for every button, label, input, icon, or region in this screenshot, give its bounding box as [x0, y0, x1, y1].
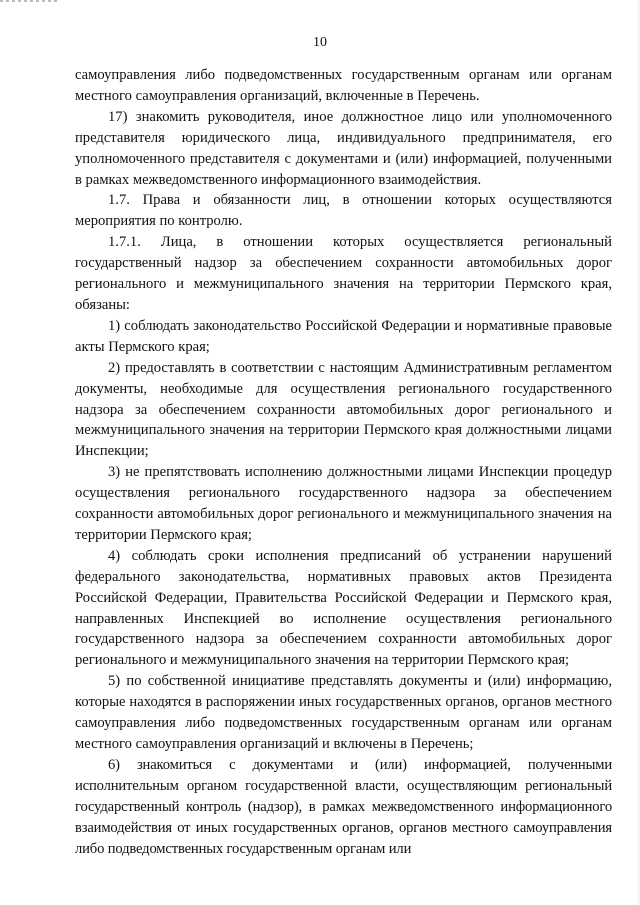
page-number: 10 [313, 35, 327, 50]
paragraph-item-5: 5) по собственной инициативе представлять документы и (или) информацию, которые находятся в распоряжении иных государственных органов, органов местного самоуправления либо подведомственных государственным органам или органам местного самоуправления организаций и включены в Перечень; [75, 673, 612, 752]
paragraph-continuation: самоуправления либо подведомственных государственным органам или органам местного самоуправления организаций, включенные в Перечень. [75, 67, 612, 104]
paragraph-item-3: 3) не препятствовать исполнению должностными лицами Инспекции процедур осуществления регионального государственного надзора за обеспечением сохранности автомобильных дорог регионального и межмуниципального значения на территории Пермского края; [75, 464, 612, 543]
scan-edge-mark [0, 0, 58, 2]
paragraph-item-17: 17) знакомить руководителя, иное должностное лицо или уполномоченного представителя юридического лица, индивидуального предпринимателя, его уполномоченного представителя с документами и (или) информацией, полученными в рамках межведомственного информационного взаимодействия. [75, 108, 612, 188]
paragraph-item-6: 6) знакомиться с документами и (или) информацией, полученными исполнительным органом государственной власти, осуществляющим региональный государственный контроль (надзор), в рамках межведомственного информационного взаимодействия от иных государственных органов, органов местного самоуправления либо подведомственных государственным органам или [75, 756, 612, 857]
paragraph-item-4: 4) соблюдать сроки исполнения предписаний об устранении нарушений федерального законодательства, нормативных правовых актов Президента Российской Федерации, Правительства Российской Федерации и Пермского края, направленных Инспекцией во исполнение осуществления регионального государственного надзора за обеспечением сохранности автомобильных дорог регионального и межмуниципального значения на территории Пермского края; [75, 547, 612, 669]
scan-edge-shadow [636, 0, 640, 905]
paragraph-1-7-1: 1.7.1. Лица, в отношении которых осуществляется региональный государственный надзор за обеспечением сохранности автомобильных дорог регионального и межмуниципального значения на территории Пермского края, обязаны: [75, 234, 612, 313]
paragraph-item-2: 2) предоставлять в соответствии с настоящим Административным регламентом документы, необходимые для осуществления регионального государственного надзора за обеспечением сохранности автомобильных дорог регионального и межмуниципального значения на территории Пермского края должностными лицами Инспекции; [75, 359, 612, 460]
section-heading-1-7: 1.7. Права и обязанности лиц, в отношении которых осуществляются мероприятия по контролю. [75, 192, 612, 230]
paragraph-item-1: 1) соблюдать законодательство Российской Федерации и нормативные правовые акты Пермского края; [75, 317, 612, 355]
document-body [75, 65, 612, 859]
